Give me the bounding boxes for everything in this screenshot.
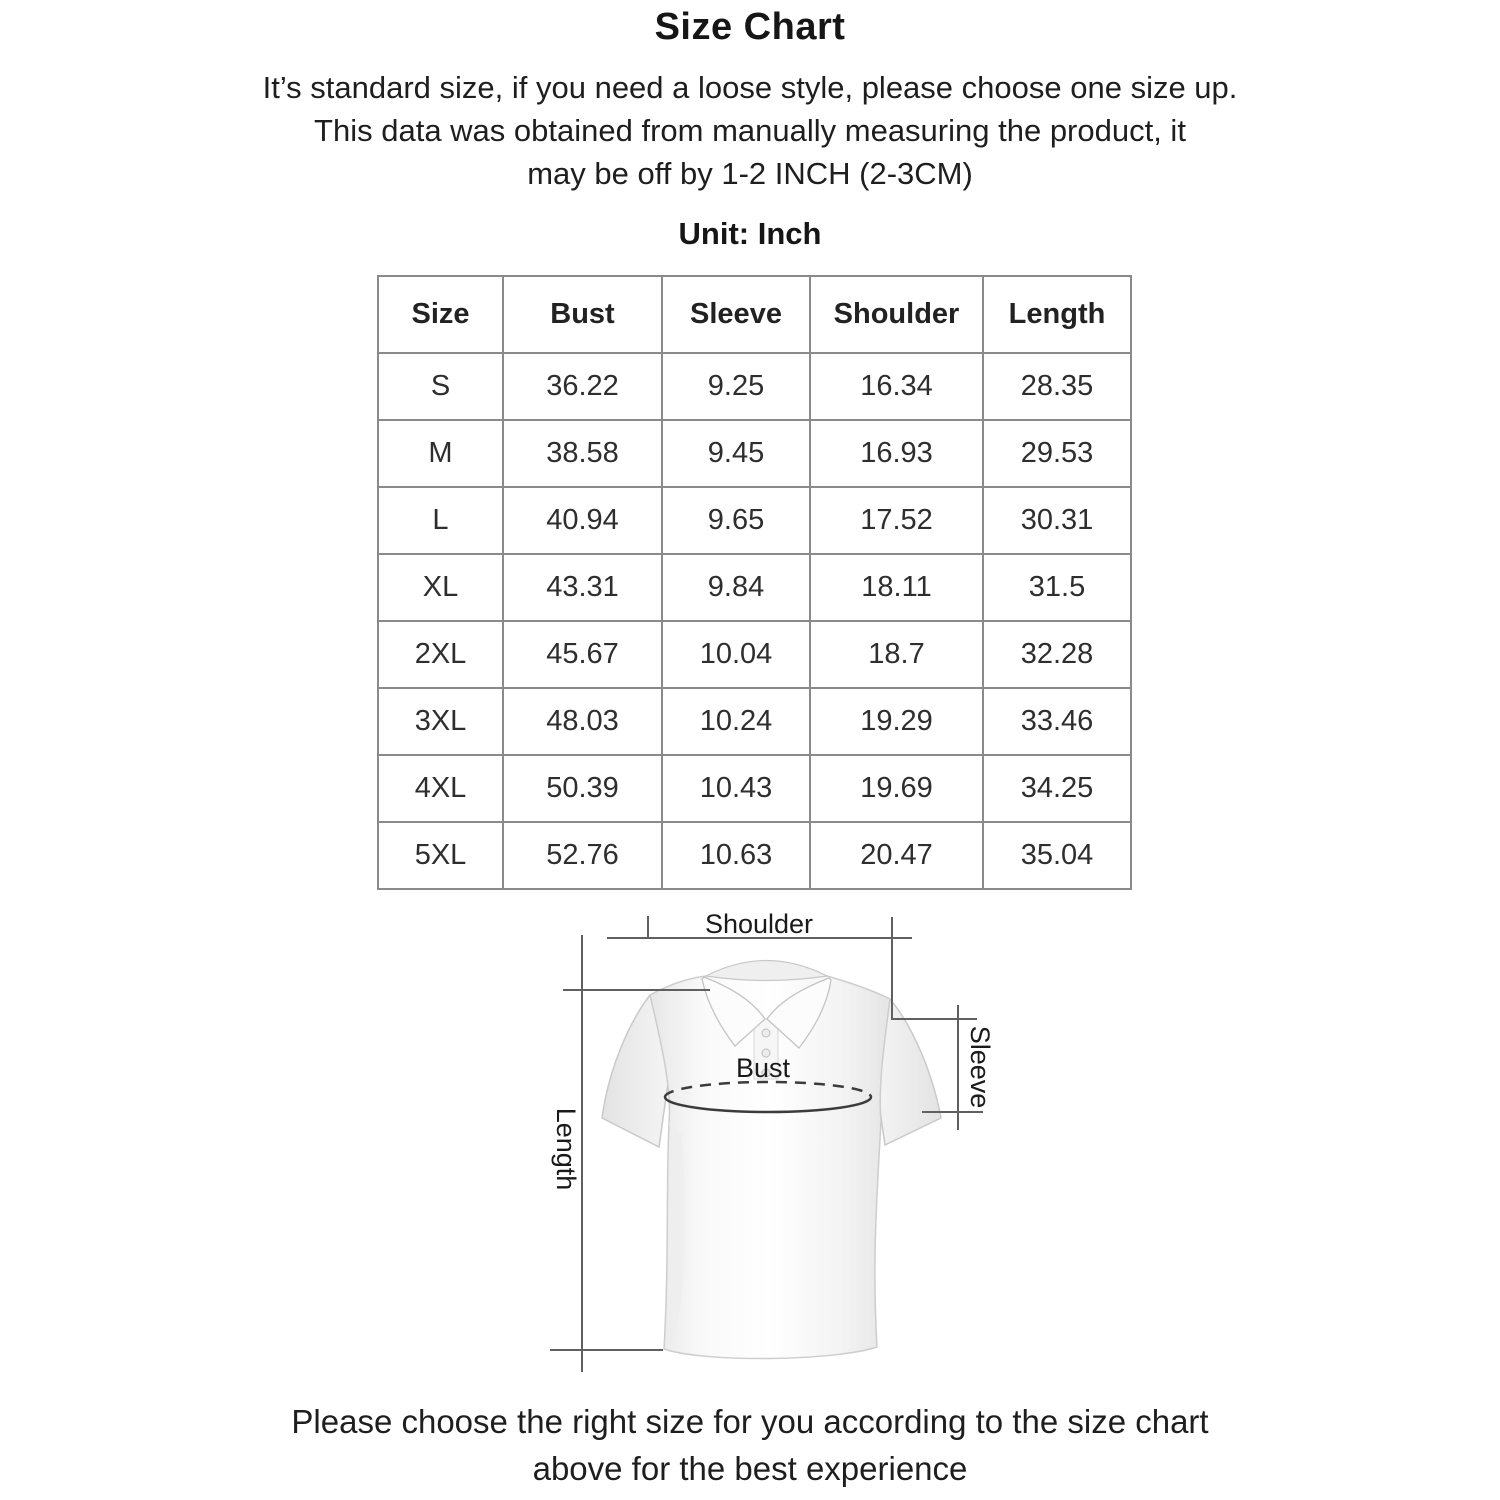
bust-cell: 45.67: [503, 621, 662, 688]
length-cell: 32.28: [983, 621, 1131, 688]
table-row: [378, 755, 1131, 822]
bust-cell: 43.31: [503, 554, 662, 621]
table-header-row: [378, 276, 1131, 353]
footer-note: [0, 1398, 1500, 1492]
length-cell: 31.5: [983, 554, 1131, 621]
table-row: [378, 621, 1131, 688]
bust-cell: 48.03: [503, 688, 662, 755]
size-cell: L: [378, 487, 503, 554]
length-cell: 33.46: [983, 688, 1131, 755]
table-row: [378, 554, 1131, 621]
bust-cell: 50.39: [503, 755, 662, 822]
shoulder-cell: 17.52: [810, 487, 983, 554]
length-cell: 28.35: [983, 353, 1131, 420]
intro-line-1: It’s standard size, if you need a loose style, please choose one size up.: [262, 70, 1238, 105]
size-cell: 4XL: [378, 755, 503, 822]
size-cell: S: [378, 353, 503, 420]
col-header-shoulder: Shoulder: [810, 276, 983, 353]
intro-line-2: This data was obtained from manually measuring the product, it: [314, 113, 1186, 148]
col-header-length: Length: [983, 276, 1131, 353]
page-title: Size Chart: [654, 6, 846, 48]
sleeve-label: Sleeve: [965, 1025, 995, 1109]
length-cell: 35.04: [983, 822, 1131, 889]
table-row: [378, 822, 1131, 889]
shoulder-cell: 18.7: [810, 621, 983, 688]
sleeve-cell: 10.43: [662, 755, 810, 822]
intro-line-3: may be off by 1-2 INCH (2-3CM): [527, 156, 973, 191]
shirt-measurement-diagram: [500, 895, 1060, 1385]
table-row: [378, 353, 1131, 420]
shoulder-label: Shoulder: [704, 909, 814, 939]
bust-cell: 38.58: [503, 420, 662, 487]
shoulder-cell: 18.11: [810, 554, 983, 621]
sleeve-cell: 9.84: [662, 554, 810, 621]
polo-shirt-illustration: [602, 961, 941, 1359]
table-row: [378, 487, 1131, 554]
sleeve-cell: 9.25: [662, 353, 810, 420]
col-header-sleeve: Sleeve: [662, 276, 810, 353]
sleeve-cell: 9.65: [662, 487, 810, 554]
col-header-bust: Bust: [503, 276, 662, 353]
shoulder-cell: 16.93: [810, 420, 983, 487]
sleeve-cell: 10.63: [662, 822, 810, 889]
unit-label: Unit: Inch: [678, 216, 822, 251]
shoulder-cell: 20.47: [810, 822, 983, 889]
sleeve-cell: 10.04: [662, 621, 810, 688]
length-cell: 30.31: [983, 487, 1131, 554]
size-cell: XL: [378, 554, 503, 621]
bust-cell: 40.94: [503, 487, 662, 554]
length-cell: 29.53: [983, 420, 1131, 487]
size-table: [377, 275, 1132, 890]
length-label: Length: [551, 1107, 581, 1191]
footer-line-2: above for the best experience: [532, 1450, 968, 1487]
button: [762, 1029, 770, 1037]
size-cell: 5XL: [378, 822, 503, 889]
table-row: [378, 420, 1131, 487]
size-cell: M: [378, 420, 503, 487]
length-cell: 34.25: [983, 755, 1131, 822]
size-cell: 2XL: [378, 621, 503, 688]
col-header-size: Size: [378, 276, 503, 353]
size-cell: 3XL: [378, 688, 503, 755]
intro-text: [0, 66, 1500, 195]
table-row: [378, 688, 1131, 755]
bust-cell: 52.76: [503, 822, 662, 889]
sleeve-cell: 9.45: [662, 420, 810, 487]
collar-back-band: [706, 961, 827, 981]
bust-label: Bust: [735, 1053, 791, 1083]
shoulder-cell: 16.34: [810, 353, 983, 420]
footer-line-1: Please choose the right size for you according to the size chart: [291, 1403, 1209, 1440]
sleeve-cell: 10.24: [662, 688, 810, 755]
shoulder-cell: 19.69: [810, 755, 983, 822]
shoulder-cell: 19.29: [810, 688, 983, 755]
bust-cell: 36.22: [503, 353, 662, 420]
